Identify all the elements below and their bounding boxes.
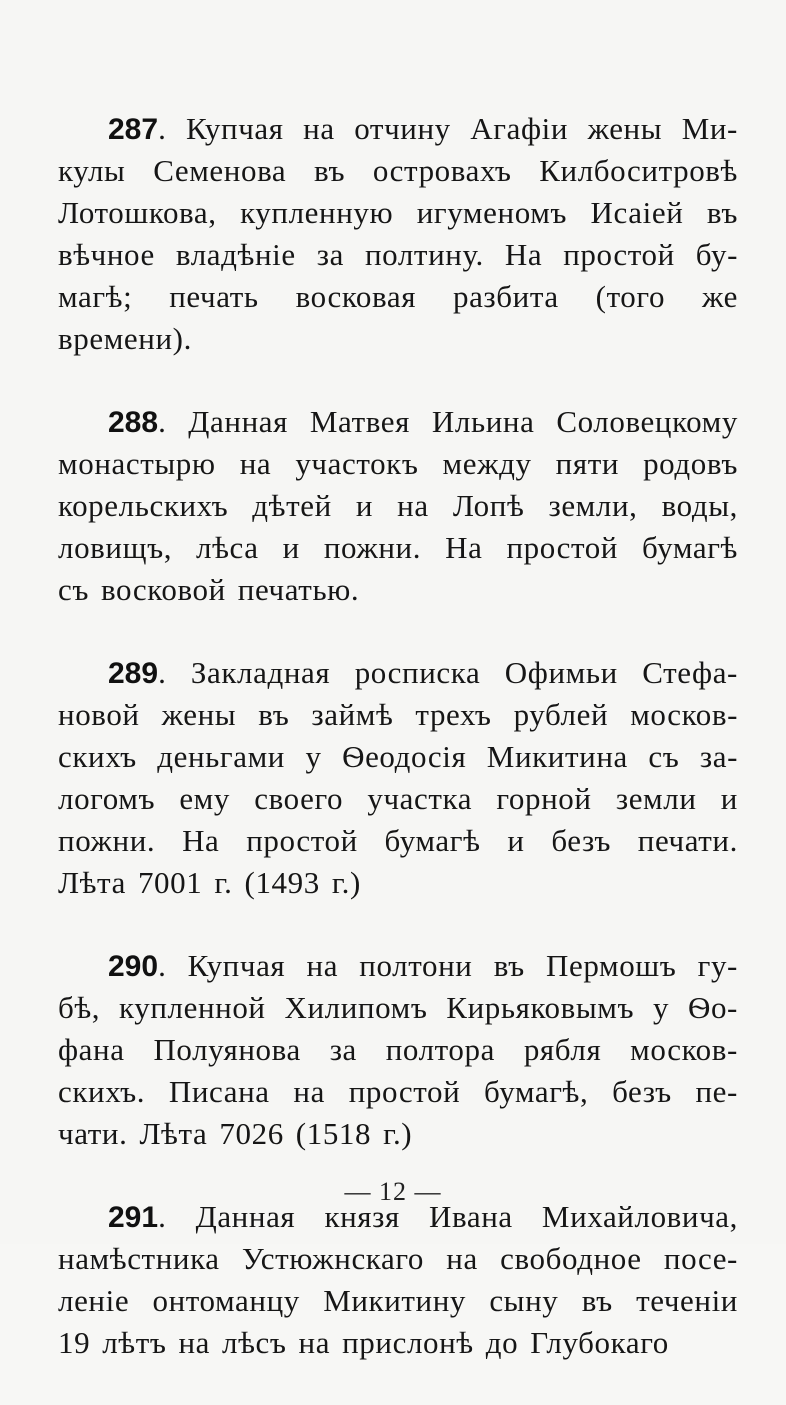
catalog-entry <box>58 652 738 904</box>
text-line: 291. Данная князя Ивана Михайловича, <box>108 1199 738 1234</box>
entry-number: 287 <box>108 113 159 146</box>
text-line: пожни. На простой бумагѣ и безъ печати. <box>58 823 738 858</box>
text-line: 289. Закладная роспиcка Офимьи Стефа- <box>108 655 738 690</box>
entry-number: 288 <box>108 406 159 439</box>
page-number: — 12 — <box>344 1177 442 1206</box>
text-line: намѣстника Устюжнскаго на свободное посе- <box>58 1241 738 1276</box>
text-line: корельскихъ дѣтей и на Лопѣ земли, воды, <box>58 488 738 523</box>
entry-number: 289 <box>108 657 159 690</box>
text-line: вѣчное владѣніе за полтину. На простой бу- <box>58 237 738 272</box>
text-line: 290. Купчая на полтони въ Пермошъ гу- <box>108 948 738 983</box>
text-line: монастырю на участокъ между пяти родовъ <box>58 446 738 481</box>
text-line: чати. Лѣта 7026 (1518 г.) <box>58 1116 413 1151</box>
text-line: леніе онтоманцу Микитину сыну въ теченіи <box>58 1283 738 1318</box>
text-line: Лотошкова, купленную игуменомъ Исаіей въ <box>58 195 738 230</box>
text-line: ловищъ, лѣса и пожни. На простой бумагѣ <box>58 530 738 565</box>
text-line: скихъ деньгами у Ѳеодосія Микитина съ за- <box>58 739 738 774</box>
text-line: логомъ ему своего участка горной земли и <box>58 781 738 816</box>
entry-number: 290 <box>108 950 159 983</box>
text-line: магѣ; печать восковая разбита (того же <box>58 279 738 314</box>
text-line: времени). <box>58 321 192 356</box>
text-line: новой жены въ займѣ трехъ рублей москов- <box>58 697 738 732</box>
text-line: скихъ. Писана на простой бумагѣ, безъ пе- <box>58 1074 738 1109</box>
text-line: 288. Данная Матвея Ильина Соловецкому <box>108 404 738 439</box>
text-line: Лѣта 7001 г. (1493 г.) <box>58 865 361 900</box>
catalog-entry <box>58 1196 738 1364</box>
text-line: бѣ, купленной Хилипомъ Кирьяковымъ у Ѳо- <box>58 990 738 1025</box>
page-text <box>58 108 738 1405</box>
entry-number: 291 <box>108 1201 159 1234</box>
catalog-entry <box>58 401 738 611</box>
text-line: съ восковой печатью. <box>58 572 360 607</box>
text-line: 287. Купчая на отчину Агафіи жены Ми- <box>108 111 738 146</box>
catalog-entry <box>58 945 738 1155</box>
text-line: 19 лѣтъ на лѣсъ на прислонѣ до Глубокаго <box>58 1325 669 1360</box>
text-line: кулы Семенова въ островахъ Килбоситровѣ <box>58 153 738 188</box>
catalog-entry <box>58 108 738 360</box>
text-line: фана Полуянова за полтора рябля москов- <box>58 1032 738 1067</box>
